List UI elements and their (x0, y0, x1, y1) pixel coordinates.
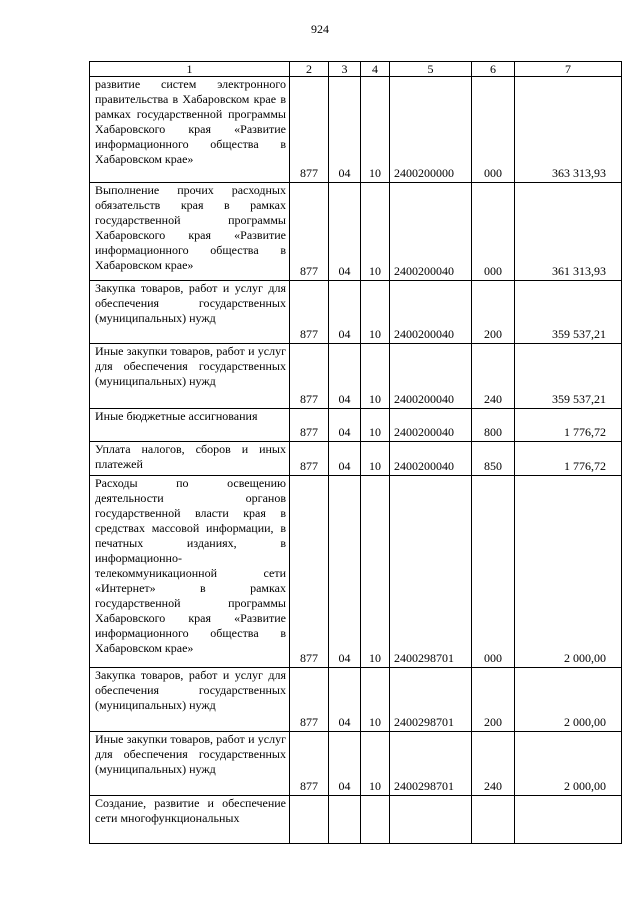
cell-c7: 1 776,72 (515, 409, 622, 442)
cell-c4: 10 (361, 732, 390, 796)
table-row (90, 409, 622, 442)
header-col-2: 2 (290, 62, 329, 77)
cell-c2: 877 (290, 442, 329, 476)
row-name: Уплата налогов, сборов и иных платежей (90, 442, 290, 476)
cell-c5: 2400200040 (390, 344, 472, 409)
cell-c2: 877 (290, 476, 329, 668)
cell-c4 (361, 796, 390, 844)
cell-c5: 2400298701 (390, 476, 472, 668)
cell-c6: 850 (472, 442, 515, 476)
table-row (90, 476, 622, 668)
cell-c3 (329, 796, 361, 844)
cell-c3: 04 (329, 732, 361, 796)
cell-c3: 04 (329, 281, 361, 344)
cell-c2: 877 (290, 409, 329, 442)
header-col-5: 5 (390, 62, 472, 77)
cell-c6: 000 (472, 183, 515, 281)
cell-c5: 2400200040 (390, 409, 472, 442)
row-name: Выполнение прочих расходных обязательств края в рамках государственной программы Хабаровского края «Развитие информационного общества в Хабаровском крае» (90, 183, 290, 281)
cell-c7: 363 313,93 (515, 77, 622, 183)
cell-c7: 2 000,00 (515, 732, 622, 796)
cell-c7: 2 000,00 (515, 668, 622, 732)
cell-c5: 2400200040 (390, 281, 472, 344)
cell-c2: 877 (290, 732, 329, 796)
table-row (90, 77, 622, 183)
cell-c6 (472, 796, 515, 844)
header-col-1: 1 (90, 62, 290, 77)
cell-c5: 2400200040 (390, 183, 472, 281)
cell-c5: 2400298701 (390, 732, 472, 796)
cell-c5: 2400200040 (390, 442, 472, 476)
cell-c4: 10 (361, 183, 390, 281)
cell-c2: 877 (290, 344, 329, 409)
cell-c2 (290, 796, 329, 844)
cell-c4: 10 (361, 442, 390, 476)
cell-c7: 1 776,72 (515, 442, 622, 476)
cell-c4: 10 (361, 77, 390, 183)
cell-c6: 240 (472, 732, 515, 796)
table-row (90, 344, 622, 409)
cell-c7: 359 537,21 (515, 344, 622, 409)
cell-c3: 04 (329, 668, 361, 732)
table-row (90, 281, 622, 344)
header-col-7: 7 (515, 62, 622, 77)
cell-c3: 04 (329, 344, 361, 409)
cell-c3: 04 (329, 442, 361, 476)
table-row (90, 668, 622, 732)
cell-c6: 800 (472, 409, 515, 442)
cell-c2: 877 (290, 281, 329, 344)
row-name: Иные закупки товаров, работ и услуг для обеспечения государственных (муниципальных) нужд (90, 732, 290, 796)
cell-c6: 240 (472, 344, 515, 409)
cell-c3: 04 (329, 409, 361, 442)
cell-c2: 877 (290, 668, 329, 732)
cell-c4: 10 (361, 409, 390, 442)
table-row (90, 732, 622, 796)
cell-c2: 877 (290, 183, 329, 281)
header-col-4: 4 (361, 62, 390, 77)
cell-c3: 04 (329, 183, 361, 281)
cell-c7: 2 000,00 (515, 476, 622, 668)
row-name: развитие систем электронного правительства в Хабаровском крае в рамках государственной программы Хабаровского края «Развитие информационного общества в Хабаровском крае» (90, 77, 290, 183)
row-name: Расходы по освещению деятельности органов государственной власти края в средствах массовой информации, в печатных изданиях, в информационно-телекоммуникационной сети «Интернет» в рамках государственной программы Хабаровского края «Развитие информационного общества в Хабаровском крае» (90, 476, 290, 668)
cell-c7 (515, 796, 622, 844)
page-number: 924 (311, 22, 329, 36)
cell-c6: 000 (472, 77, 515, 183)
row-name: Создание, развитие и обеспечение сети многофункциональных (90, 796, 290, 844)
cell-c4: 10 (361, 668, 390, 732)
table-row (90, 796, 622, 844)
cell-c7: 361 313,93 (515, 183, 622, 281)
cell-c5: 2400298701 (390, 668, 472, 732)
cell-c5 (390, 796, 472, 844)
table-row (90, 442, 622, 476)
header-col-3: 3 (329, 62, 361, 77)
cell-c3: 04 (329, 77, 361, 183)
header-col-6: 6 (472, 62, 515, 77)
cell-c6: 200 (472, 281, 515, 344)
header-row (90, 62, 622, 77)
cell-c6: 200 (472, 668, 515, 732)
table-row (90, 183, 622, 281)
cell-c4: 10 (361, 281, 390, 344)
cell-c4: 10 (361, 476, 390, 668)
cell-c6: 000 (472, 476, 515, 668)
cell-c4: 10 (361, 344, 390, 409)
cell-c3: 04 (329, 476, 361, 668)
budget-table (89, 61, 622, 844)
row-name: Закупка товаров, работ и услуг для обеспечения государственных (муниципальных) нужд (90, 668, 290, 732)
row-name: Закупка товаров, работ и услуг для обеспечения государственных (муниципальных) нужд (90, 281, 290, 344)
row-name: Иные закупки товаров, работ и услуг для обеспечения государственных (муниципальных) нужд (90, 344, 290, 409)
cell-c2: 877 (290, 77, 329, 183)
row-name: Иные бюджетные ассигнования (90, 409, 290, 442)
cell-c7: 359 537,21 (515, 281, 622, 344)
cell-c5: 2400200000 (390, 77, 472, 183)
